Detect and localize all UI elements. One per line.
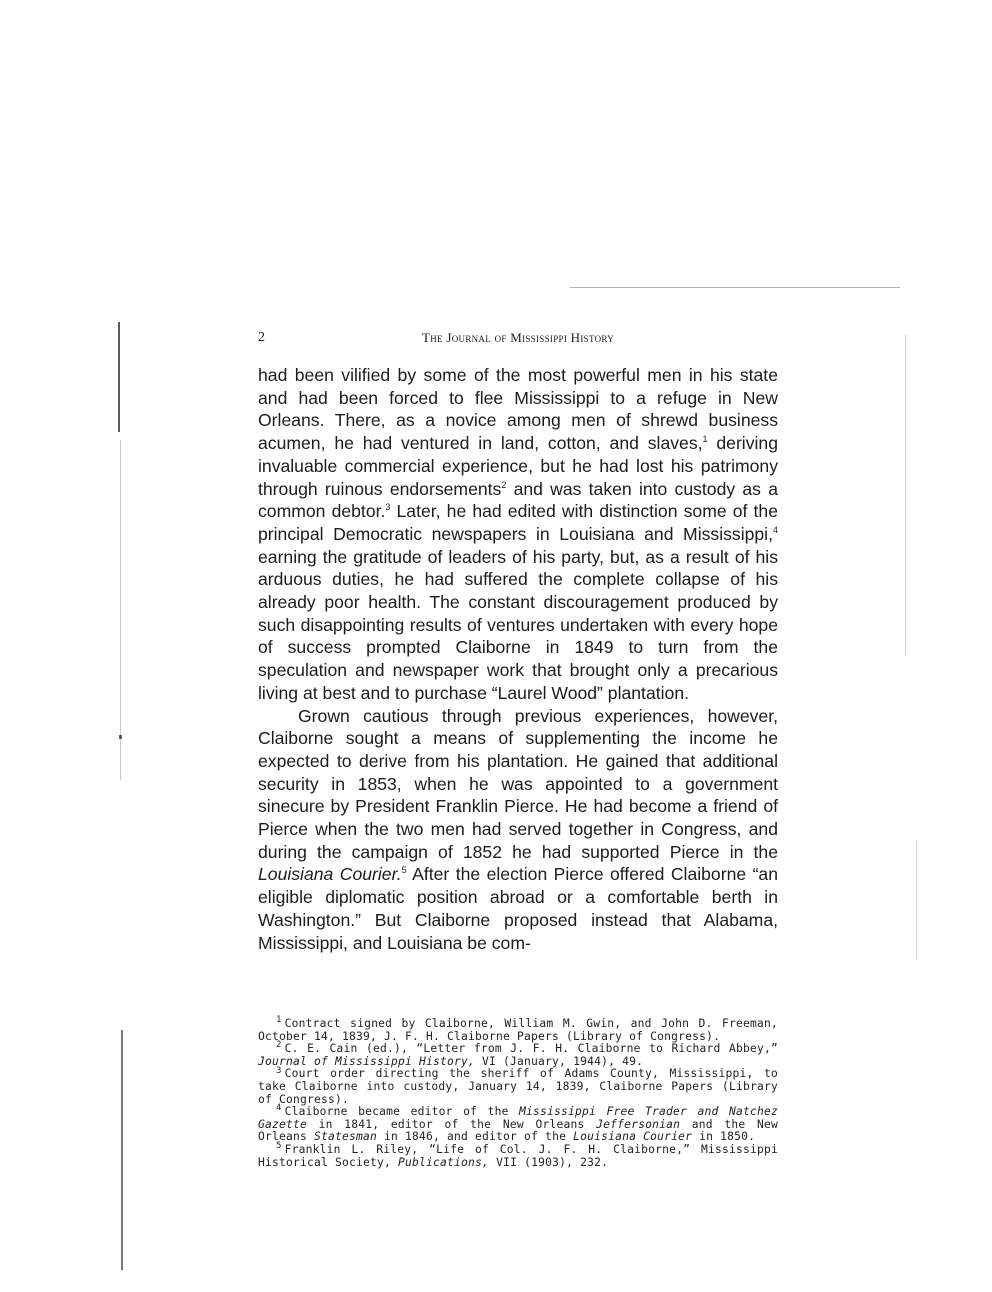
text-run: in 1846, and editor of the [377,1130,574,1144]
text-run: and was taken into custody as a common debtor. [258,478,778,522]
footnote-number: 1 [276,1015,282,1026]
footnote-ref: 3 [385,502,391,513]
scan-edge-mark [121,1030,123,1270]
body-paragraph [258,364,778,705]
text-run: Later, he had edited with distinction some of the principal Democratic newspapers in Louisiana and Mississippi, [258,501,778,544]
footnote-ref: 5 [401,865,407,876]
text-run: in 1841, editor of the New Orleans [307,1117,597,1131]
footnote-number: 4 [276,1103,282,1114]
text-run: Contract signed by Claiborne, William M. Gwin, and John D. Freeman, October 14, 1839, J. F. H. Claiborne Papers (Library of Congress). [258,1017,778,1043]
footnote-number: 3 [276,1065,282,1076]
footnote-number: 2 [276,1040,282,1051]
footnote [258,1015,778,1043]
italic-title: Publications, [398,1155,490,1169]
body-paragraph [258,705,778,955]
italic-title: Jeffersonian [596,1117,681,1131]
running-head [258,330,778,352]
italic-title: Statesman [314,1130,378,1144]
italic-title: Journal of Mississippi History, [258,1054,476,1068]
text-run: and the New Orleans [258,1117,779,1144]
text-run: C. E. Cain (ed.), “Letter from J. F. H. Claiborne to Richard Abbey,” [284,1042,778,1056]
text-run: Grown cautious through previous experiences, however, Claiborne sought a means of supplementing the income he expected to derive from his plantation. He gained that additional security in 1853, when he was appointed to a government sinecure by President Franklin Pierce. He had become a friend of Pierce when the two men had served together in Congress, and during the campaign of 1852 he had supported Pierce in the [258,705,778,862]
footnote-number: 5 [276,1141,282,1152]
scan-edge-mark [118,322,120,432]
footnote [258,1065,778,1106]
scan-edge-mark [570,287,900,288]
page-body [258,330,778,954]
footnote-ref: 4 [772,525,778,536]
footnotes-section [258,1015,779,1169]
scan-edge-mark [119,735,122,739]
text-run: Claiborne became editor of the [284,1105,520,1119]
text-run: Franklin L. Riley, “Life of Col. J. F. H. Claiborne,” Mississippi Historical Society, [258,1142,778,1169]
text-run: VI (January, 1944), 49. [475,1054,644,1068]
footnote-ref: 1 [702,434,708,445]
footnote [258,1040,778,1068]
scan-edge-mark [916,840,917,960]
journal-title: The Journal of Mississippi History [421,330,614,345]
footnote-ref: 2 [501,479,507,490]
footnote [258,1103,779,1144]
italic-title: Mississippi Free Trader and Natchez Gazette [258,1105,778,1131]
text-run: in 1850. [692,1130,756,1144]
text-run: VII (1903), 232. [489,1155,609,1169]
italic-title: Louisiana Courier [573,1130,693,1144]
scan-edge-mark [120,440,121,780]
page-number: 2 [258,330,265,345]
text-run: earning the gratitude of leaders of his party, but, as a result of his arduous duties, he had suffered the complete collapse of his already poor health. The constant discouragement produced by such disappointing results of ventures undertaken with every hope of success prompted Claiborne in 1849 to turn from the speculation and newspaper work that brought only a precarious living at best and to purchase “Laurel Wood” plantation. [258,546,778,703]
text-run: After the election Pierce offered Claiborne “an eligible diplomatic position abroad or a comfortable berth in Washington.” But Claiborne proposed instead that Alabama, Mississippi, and Louisiana be com- [258,864,778,953]
footnote [258,1141,778,1169]
text-run: Court order directing the sheriff of Adams County, Mississippi, to take Claiborne into custody, January 14, 1839, Claiborne Papers (Library of Congress). [258,1067,778,1106]
scan-edge-mark [905,335,906,655]
text-run: deriving invaluable commercial experience, but he had lost his patrimony through ruinous endorsements [258,433,778,499]
italic-title: Louisiana Courier. [258,864,402,885]
text-run: had been vilified by some of the most powerful men in his state and had been forced to flee Mississippi to a refuge in New Orleans. There, as a novice among men of shrewd business acumen, he had ventured in land, cotton, and slaves, [258,365,778,454]
